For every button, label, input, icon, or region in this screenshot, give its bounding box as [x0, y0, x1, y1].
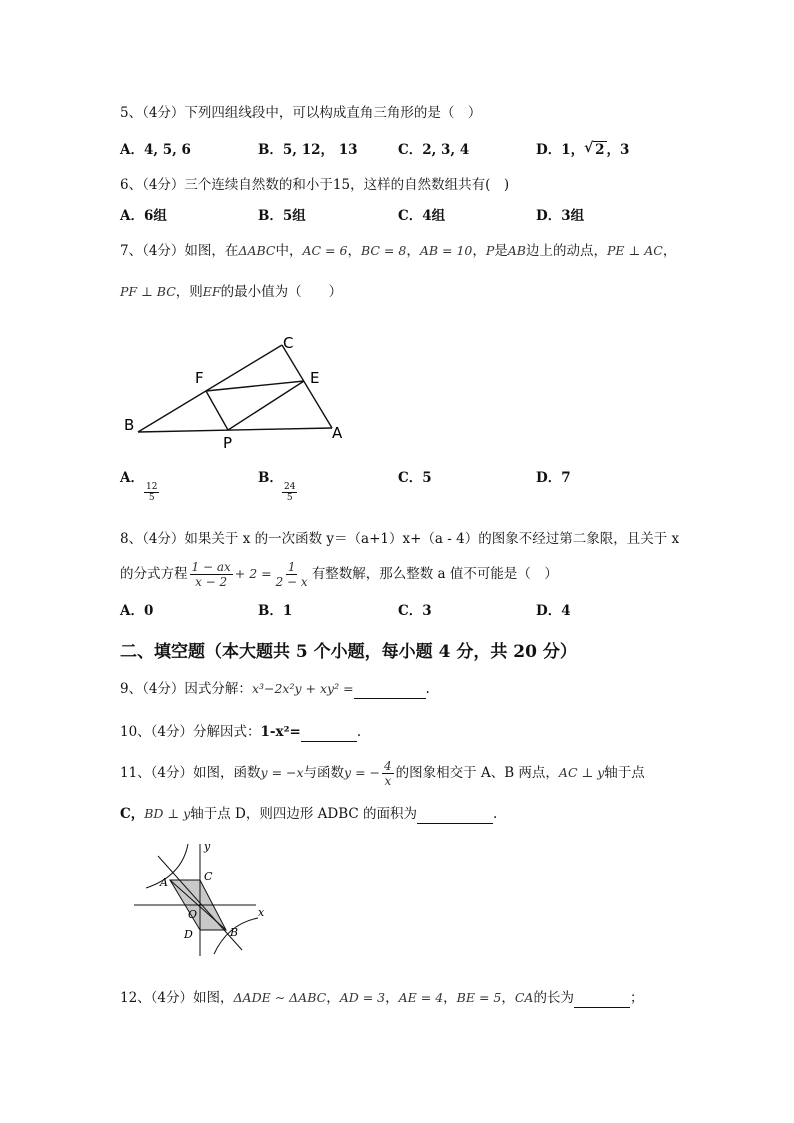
- q5-option-a: A．4, 5, 6: [120, 142, 191, 158]
- frac-den: 5: [286, 493, 293, 503]
- q12-ca: CA: [514, 990, 534, 1005]
- q11-answer-blank[interactable]: [417, 809, 493, 824]
- q12-sep: ，: [385, 990, 399, 1006]
- q7-line1-a: 7、（4分）如图，在: [120, 243, 239, 259]
- q10: [120, 722, 361, 742]
- q11-line1-c: 的图象相交于 A、B 两点，: [395, 765, 559, 781]
- label-y: y: [204, 840, 211, 853]
- q5-d-prefix: D．1，: [536, 142, 585, 158]
- q5-option-d: [536, 140, 629, 160]
- frac-num: 24: [284, 482, 296, 492]
- segment-pe: [228, 381, 304, 430]
- q10-answer-blank[interactable]: [301, 727, 357, 742]
- q12-ad: AD = 3: [339, 990, 386, 1005]
- sqrt-symbol: √ 2: [584, 140, 605, 158]
- q12-similar: ΔADE ∼ ΔABC: [233, 990, 327, 1005]
- q7-line2-b: 的最小值为（ ）: [220, 284, 343, 300]
- q6-option-b: B．5组: [258, 208, 306, 224]
- q7-option-a-fraction: [144, 482, 159, 503]
- q11-line2: [120, 804, 497, 824]
- q5-stem: 5、（4分）下列四组线段中，可以构成直角三角形的是（ ）: [120, 105, 482, 121]
- q11-line1-d: 轴于点: [604, 765, 645, 781]
- q7-line1: [120, 241, 676, 261]
- q11-line1-b: 与函数: [303, 765, 345, 781]
- label-f: F: [195, 369, 204, 387]
- q7-line1-c: 是: [494, 243, 508, 259]
- q8-option-c: C．3: [398, 603, 432, 619]
- q8-option-a: A．0: [120, 603, 154, 619]
- frac-den: x − 2: [195, 575, 228, 589]
- q9-answer-blank[interactable]: [354, 684, 426, 699]
- q8-mid: + 2 =: [234, 566, 272, 581]
- q11-line1: [120, 756, 645, 790]
- q10-stem: 10、（4分）分解因式：: [120, 724, 261, 740]
- q7-line2-a: ，则: [175, 284, 203, 300]
- q11-ac: AC ⊥ y: [558, 765, 605, 780]
- frac-num: 1: [287, 560, 296, 574]
- frac-num: 12: [146, 482, 158, 492]
- q7-ab: AB = 10: [419, 243, 473, 258]
- q7-line1-b: 中，: [275, 243, 303, 259]
- q11-line1-a: 11、（4分）如图，函数: [120, 765, 261, 781]
- frac-num: 1 − ax: [191, 560, 231, 574]
- q12-sep: ，: [326, 990, 340, 1006]
- q11-func2-fraction: [382, 759, 394, 788]
- q7-option-d: D．7: [536, 470, 571, 486]
- q7-line2: [120, 282, 342, 302]
- label-b: B: [124, 416, 135, 434]
- q8-fraction-2: [274, 560, 310, 589]
- q12-end: ；: [629, 990, 644, 1006]
- q9-stem: 9、（4分）因式分解：: [120, 681, 252, 697]
- q10-end: .: [356, 724, 362, 740]
- q8-line1: 8、（4分）如果关于 x 的一次函数 y＝（a+1）x+（a - 4）的图象不经过第二象限，且关于 x: [120, 531, 680, 547]
- q11-func2-lhs: y = −: [344, 765, 381, 780]
- q6-stem: 6、（4分）三个连续自然数的和小于15，这样的自然数组共有( ): [120, 177, 510, 193]
- q6-option-a: A．6组: [120, 208, 167, 224]
- q5-option-c: C．2, 3, 4: [398, 142, 470, 158]
- q7-p: P: [485, 243, 495, 258]
- q7-option-c: C．5: [398, 470, 432, 486]
- q7-sep: ，: [662, 243, 677, 259]
- frac-den: 2 − x: [275, 575, 308, 589]
- segment-fp: [206, 391, 228, 430]
- q12: [120, 988, 643, 1008]
- label-c: C: [204, 870, 213, 883]
- section-heading: 二、填空题（本大题共 5 个小题，每小题 4 分，共 20 分）: [120, 642, 577, 662]
- q7-pf: PF ⊥ BC: [120, 284, 176, 299]
- side-bc: [138, 345, 282, 432]
- q12-stem: 12、（4分）如图，: [120, 990, 234, 1006]
- q12-tail: 的长为: [533, 990, 574, 1006]
- q7-ef: EF: [202, 284, 221, 299]
- q5-d-radicand: 2: [595, 142, 605, 158]
- q8-option-b: B．1: [258, 603, 293, 619]
- label-p: P: [223, 434, 233, 452]
- q7-pe: PE ⊥ AC: [607, 243, 663, 258]
- q7-triangle: ΔABC: [238, 243, 276, 258]
- label-b: B: [230, 926, 239, 939]
- label-o: O: [188, 908, 198, 921]
- q7-option-b: B．: [258, 470, 283, 486]
- side-ab: [138, 428, 332, 432]
- q11-bd: BD ⊥ y: [144, 806, 191, 821]
- q5-option-b: B．5, 12， 13: [258, 142, 358, 158]
- q7-bc: BC = 8: [360, 243, 407, 258]
- label-a: A: [332, 424, 343, 442]
- label-d: D: [184, 928, 193, 941]
- q7-ab2: AB: [507, 243, 526, 258]
- q10-expression: 1-x²=: [260, 724, 301, 740]
- q11-end: .: [493, 806, 498, 822]
- label-a: A: [160, 876, 168, 889]
- q8-line2-a: 的分式方程: [120, 566, 188, 582]
- q8-line2: [120, 556, 558, 592]
- q7-line1-d: 边上的动点，: [526, 243, 607, 259]
- label-e: E: [310, 369, 320, 387]
- q12-ae: AE = 4: [398, 990, 444, 1005]
- label-c: C: [283, 334, 294, 352]
- q11-line2-b: 轴于点 D，则四边形 ADBC 的面积为: [190, 806, 418, 822]
- q7-sep: ，: [406, 243, 420, 259]
- q12-answer-blank[interactable]: [574, 993, 630, 1008]
- q8-line2-b: 有整数解，那么整数 a 值不可能是（ ）: [311, 566, 558, 582]
- q9-end: .: [425, 681, 430, 697]
- q8-option-d: D．4: [536, 603, 571, 619]
- q7-sep: ，: [347, 243, 361, 259]
- q12-be: BE = 5: [456, 990, 502, 1005]
- q8-fraction-1: [190, 560, 233, 589]
- q6-option-c: C．4组: [398, 208, 446, 224]
- q7-ac: AC = 6: [302, 243, 348, 258]
- q9-expression: x³−2x²y + xy² =: [251, 681, 354, 696]
- label-x: x: [258, 906, 265, 919]
- q7-option-b-fraction: [282, 482, 297, 503]
- frac-den: x: [384, 774, 392, 788]
- q7-sep: ，: [472, 243, 486, 259]
- side-ca: [282, 345, 332, 428]
- frac-den: 5: [148, 493, 155, 503]
- frac-num: 4: [384, 759, 392, 773]
- q11-line2-a: C，: [120, 806, 145, 822]
- q5-d-suffix: ，3: [606, 142, 630, 158]
- q12-sep: ，: [443, 990, 457, 1006]
- q6-option-d: D．3组: [536, 208, 585, 224]
- q11-func1: y = −x: [260, 765, 304, 780]
- q9: [120, 679, 430, 699]
- q12-sep: ，: [501, 990, 515, 1006]
- q7-option-a: A．: [120, 470, 144, 486]
- q11-coordinate-figure: [132, 838, 272, 958]
- q7-triangle-figure: [120, 328, 370, 456]
